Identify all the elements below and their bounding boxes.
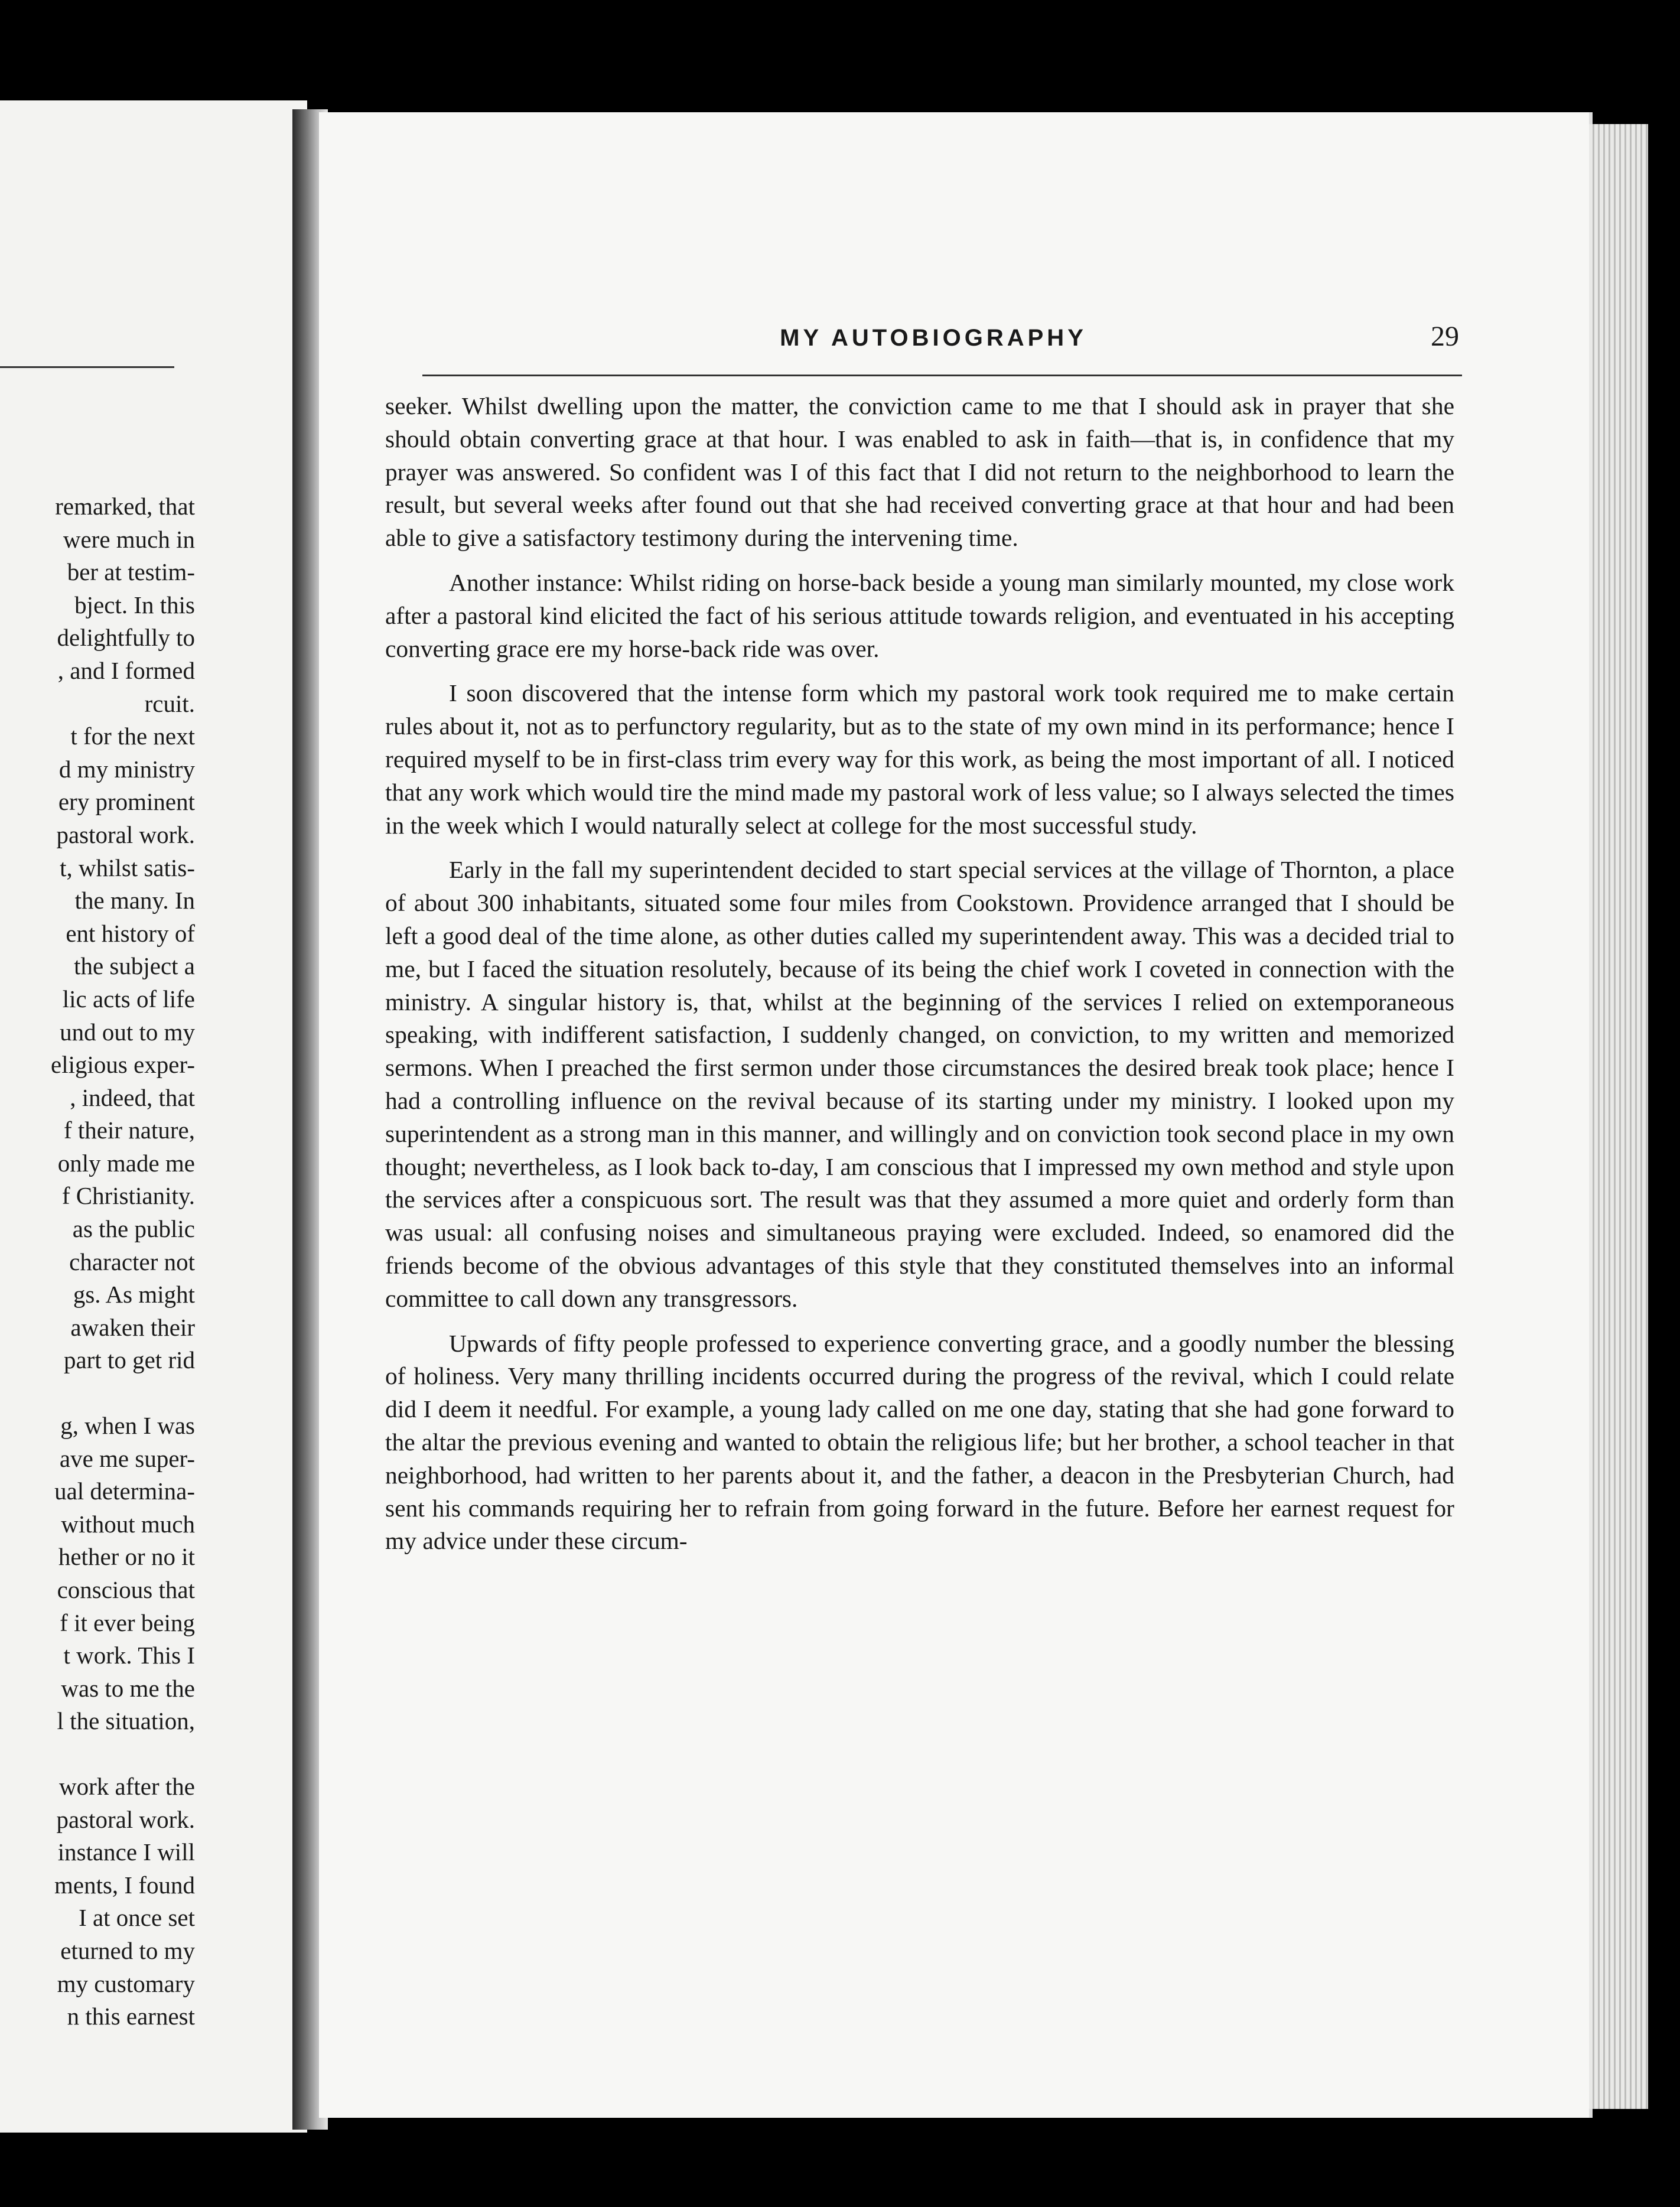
facing-line: g, when I was [60, 1412, 195, 1440]
facing-line: conscious that [57, 1576, 195, 1603]
facing-line: lic acts of life [62, 985, 195, 1013]
facing-line: l the situation, [57, 1707, 195, 1735]
facing-line: eligious exper- [51, 1051, 195, 1079]
running-title: MY AUTOBIOGRAPHY [780, 325, 1087, 351]
facing-line: , indeed, that [70, 1083, 195, 1111]
paragraph: I soon discovered that the intense form which my pastoral work took required me to make certain rules about it, not as to perfunctory regularity, but as to the state of my own mind in its performance; hence I required myself to be in first-class trim every way for this work, as being the most important of all. I noticed that any work which would tire the mind made my pastoral work of less value; so I always selected the times in the week which I would naturally select at college for the most successful study. [385, 679, 1454, 839]
facing-line: character not [69, 1248, 195, 1275]
facing-line: part to get rid [63, 1346, 195, 1374]
facing-line: hether or no it [58, 1543, 195, 1571]
header-rule [422, 375, 1462, 376]
facing-line: the subject a [74, 952, 195, 980]
facing-line: pastoral work. [56, 821, 195, 848]
facing-line: ent history of [66, 919, 195, 947]
paragraph-gap [385, 1316, 1454, 1327]
paragraph: Early in the fall my superintendent decided to start special services at the village of Thornton, a place of about 300 inhabitants, situated some four miles from Cookstown. Providence arranged that I should be left a good deal of the time alone, as other duties called my superintendent away. This was a decided trial to me, but I faced the situation resolutely, because of its being the chief work I coveted in connection with the ministry. A singular history is, that, whilst at the beginning of the services I relied on extemporaneous speaking, with indifferent satisfaction, I suddenly changed, on conviction, to my written and memorized sermons. When I preached the first sermon under those circumstances the desired break took place; hence I had a controlling influence on the revival because of its starting under my ministry. I looked upon my superintendent as a strong man in this manner, and willingly and on conviction took second place in my own thought; nevertheless, as I look back to-day, I am conscious that I impressed my own method and style upon the services after a conspicuous sort. The result was that they assumed a more quiet and orderly form than was usual: all confusing noises and simultaneous praying were excluded. Indeed, so enamored did the friends become of the obvious advantages of this style that they constituted themselves into an informal committee to call down any transgressors. [385, 856, 1454, 1312]
facing-page-text [0, 490, 195, 2033]
facing-line: f it ever being [60, 1609, 195, 1636]
paragraph-gap [385, 555, 1454, 567]
facing-line: , and I formed [57, 656, 195, 684]
facing-line: instance I will [57, 1838, 195, 1866]
facing-line: gs. As might [73, 1281, 195, 1308]
facing-line: as the public [72, 1215, 195, 1243]
facing-line: remarked, that [55, 493, 195, 520]
facing-line: the many. In [74, 887, 195, 914]
facing-paragraph-gap [0, 1377, 195, 1410]
facing-line: rcuit. [144, 689, 195, 717]
facing-page [0, 100, 307, 2133]
paragraph: Upwards of fifty people professed to experience converting grace, and a goodly number the blessing of holiness. Very many thrilling incidents occurred during the progress of the revival, which I could relate did I deem it needful. For example, a young lady called on me one day, stating that she had gone forward to the altar the previous evening and wanted to obtain the religious life; but her brother, a school teacher in that neighborhood, had written to her parents about it, and the father, a deacon in the Presbyterian Church, had sent his commands requiring her to refrain from going forward in the future. Before her earnest request for my advice under these circum- [385, 1329, 1454, 1555]
facing-line: und out to my [60, 1018, 195, 1046]
facing-line: bject. In this [74, 591, 195, 619]
facing-line: t work. This I [63, 1642, 195, 1669]
facing-line: ave me super- [59, 1444, 195, 1472]
facing-page-rule [0, 366, 174, 368]
facing-line: without much [61, 1510, 195, 1538]
paragraph: seeker. Whilst dwelling upon the matter, the conviction came to me that I should ask in prayer that she should obtain converting grace at that hour. I was enabled to ask in faith—that is, in confidence that my prayer was answered. So confident was I of this fact that I did not return to the neighborhood to learn the result, but several weeks after found out that she had received converting grace at that hour and had been able to give a satisfactory testimony during the intervening time. [385, 392, 1454, 552]
facing-line: were much in [63, 525, 195, 553]
facing-line: t for the next [70, 722, 195, 750]
facing-line: n this earnest [67, 2003, 195, 2030]
paragraph-gap [385, 842, 1454, 854]
facing-line: work after the [59, 1772, 195, 1800]
facing-line: pastoral work. [56, 1805, 195, 1833]
facing-line: awaken their [70, 1313, 195, 1341]
facing-line: was to me the [61, 1674, 195, 1702]
facing-line: d my ministry [58, 755, 195, 783]
facing-line: my customary [57, 1970, 195, 1997]
paragraph-gap [385, 665, 1454, 677]
facing-line: ments, I found [54, 1871, 195, 1899]
facing-line: eturned to my [60, 1936, 195, 1964]
paragraph: Another instance: Whilst riding on horse-back beside a young man similarly mounted, my close work after a pastoral kind elicited the fact of his serious attitude towards religion, and eventuated in his accepting converting grace ere my horse-back ride was over. [385, 568, 1454, 662]
facing-line: ual determina- [54, 1477, 195, 1505]
facing-line: delightfully to [57, 624, 195, 652]
facing-paragraph-gap [0, 1738, 195, 1770]
main-page [319, 112, 1593, 2118]
facing-line: f their nature, [64, 1116, 195, 1144]
page-number: 29 [1431, 321, 1459, 352]
page-header [408, 321, 1459, 366]
facing-line: only made me [57, 1149, 195, 1177]
facing-line: t, whilst satis- [60, 854, 195, 881]
page-edges [1589, 124, 1648, 2109]
facing-line: I at once set [79, 1904, 195, 1932]
page-body [385, 390, 1454, 1558]
facing-line: f Christianity. [61, 1182, 195, 1210]
facing-line: ery prominent [58, 788, 195, 816]
facing-line: ber at testim- [67, 558, 195, 586]
